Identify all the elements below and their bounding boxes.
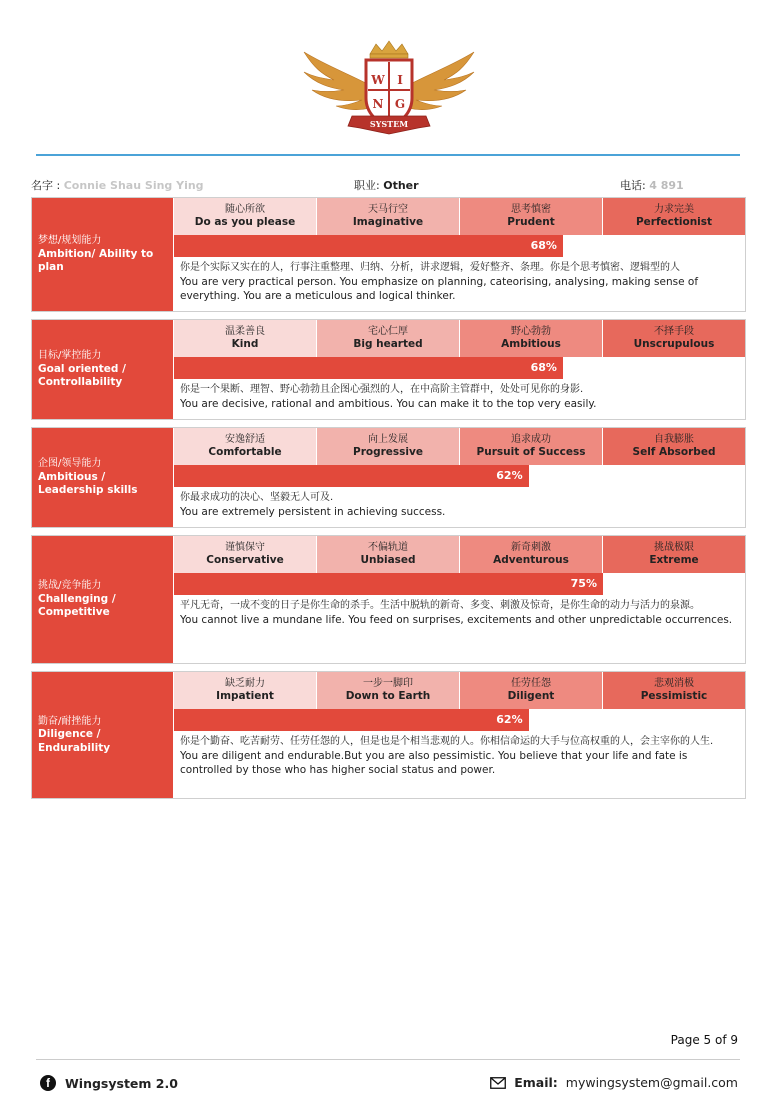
name-label: 名字 : xyxy=(31,179,61,192)
option: 缺乏耐力 Impatient xyxy=(174,672,317,709)
option: 悲观消极 Pessimistic xyxy=(603,672,745,709)
section-label: 挑战/竞争能力 Challenging / Competitive xyxy=(32,536,173,663)
svg-text:SYSTEM: SYSTEM xyxy=(369,119,409,129)
description: 你最求成功的决心、坚毅无人可及. You are extremely persistent in achieving success. xyxy=(180,492,446,518)
description: 平凡无奇，一成不变的日子是你生命的杀手。生活中脱轨的新奇、多变、刺激及惊奇，是你生命的动力与活力的泉源。 You cannot live a mundane life. You feed on surprises, excitements and other unpredictable occurrences. xyxy=(180,600,733,626)
option: 思考慎密 Prudent xyxy=(460,198,603,235)
brand-name: Wingsystem 2.0 xyxy=(65,1075,178,1091)
wing-system-logo xyxy=(300,38,478,144)
svg-text:I: I xyxy=(397,73,403,87)
option: 向上发展 Progressive xyxy=(317,428,460,465)
option: 天马行空 Imaginative xyxy=(317,198,460,235)
section-leadership xyxy=(31,427,746,528)
option-scale xyxy=(174,536,745,573)
name-field xyxy=(31,177,204,193)
header-rule xyxy=(36,154,740,156)
option-scale xyxy=(174,198,745,235)
section-label: 勤奋/耐挫能力 Diligence / Endurability xyxy=(32,672,173,798)
svg-text:G: G xyxy=(394,97,406,111)
description: 你是个实际又实在的人，行事注重整理、归纳、分析，讲求逻辑，爱好整齐、条理。你是个思考慎密、逻辑型的人 You are very practical person. You emphasize on planning, cateorising, analysing, making sense of everything. You are a meticulous and logical thinker. xyxy=(180,262,699,302)
option: 谨慎保守 Conservative xyxy=(174,536,317,573)
option: 力求完美 Perfectionist xyxy=(603,198,745,235)
percent-bar: 62% xyxy=(174,465,529,487)
option: 任劳任怨 Diligent xyxy=(460,672,603,709)
footer-brand[interactable] xyxy=(40,1075,178,1091)
option: 随心所欲 Do as you please xyxy=(174,198,317,235)
email-label: Email: xyxy=(514,1075,558,1090)
option: 新奇刺激 Adventurous xyxy=(460,536,603,573)
occupation-field xyxy=(354,177,419,193)
section-challenge xyxy=(31,535,746,664)
section-ambition xyxy=(31,197,746,312)
svg-text:W: W xyxy=(371,73,385,87)
description: 你是个勤奋、吃苦耐劳、任劳任怨的人，但是也是个相当悲观的人。你相信命运的大手与位高权重的人，会主宰你的人生. You are diligent and endurable.But you are also pessimistic. You believe that your life and fate is controlled by those who has higher social status and power. xyxy=(180,736,714,776)
option: 野心勃勃 Ambitious xyxy=(460,320,603,357)
option-scale xyxy=(174,672,745,709)
option: 温柔善良 Kind xyxy=(174,320,317,357)
option: 一步一脚印 Down to Earth xyxy=(317,672,460,709)
section-label: 目标/掌控能力 Goal oriented / Controllability xyxy=(32,320,173,419)
option-scale xyxy=(174,320,745,357)
occupation-value: Other xyxy=(383,179,419,192)
option: 不择手段 Unscrupulous xyxy=(603,320,745,357)
footer-email[interactable] xyxy=(490,1075,738,1090)
option: 不偏轨道 Unbiased xyxy=(317,536,460,573)
percent-bar: 75% xyxy=(174,573,603,595)
option: 安逸舒适 Comfortable xyxy=(174,428,317,465)
phone-field xyxy=(620,177,684,193)
occupation-label: 职业: xyxy=(354,179,380,192)
email-value[interactable]: mywingsystem@gmail.com xyxy=(565,1075,738,1090)
percent-bar: 62% xyxy=(174,709,529,731)
section-goal xyxy=(31,319,746,420)
option: 自我膨胀 Self Absorbed xyxy=(603,428,745,465)
percent-bar: 68% xyxy=(174,235,563,257)
name-value: Connie Shau Sing Ying xyxy=(63,179,204,192)
page-number: Page 5 of 9 xyxy=(670,1033,738,1047)
mail-icon xyxy=(490,1077,506,1089)
footer-rule xyxy=(36,1059,740,1060)
section-diligence xyxy=(31,671,746,799)
phone-value: 4 891 xyxy=(649,179,684,192)
option: 挑战极限 Extreme xyxy=(603,536,745,573)
section-label: 企图/领导能力 Ambitious / Leadership skills xyxy=(32,428,173,527)
description: 你是一个果断、理智、野心勃勃且企图心强烈的人，在中高阶主管群中，处处可见你的身影. You are decisive, rational and ambitious. You can make it to the top very easily. xyxy=(180,384,597,410)
percent-bar: 68% xyxy=(174,357,563,379)
section-label: 梦想/规划能力 Ambition/ Ability to plan xyxy=(32,198,173,311)
option-scale xyxy=(174,428,745,465)
option: 追求成功 Pursuit of Success xyxy=(460,428,603,465)
phone-label: 电话: xyxy=(620,179,646,192)
facebook-icon[interactable]: f xyxy=(40,1075,56,1091)
option: 宅心仁厚 Big hearted xyxy=(317,320,460,357)
svg-text:N: N xyxy=(372,97,384,111)
